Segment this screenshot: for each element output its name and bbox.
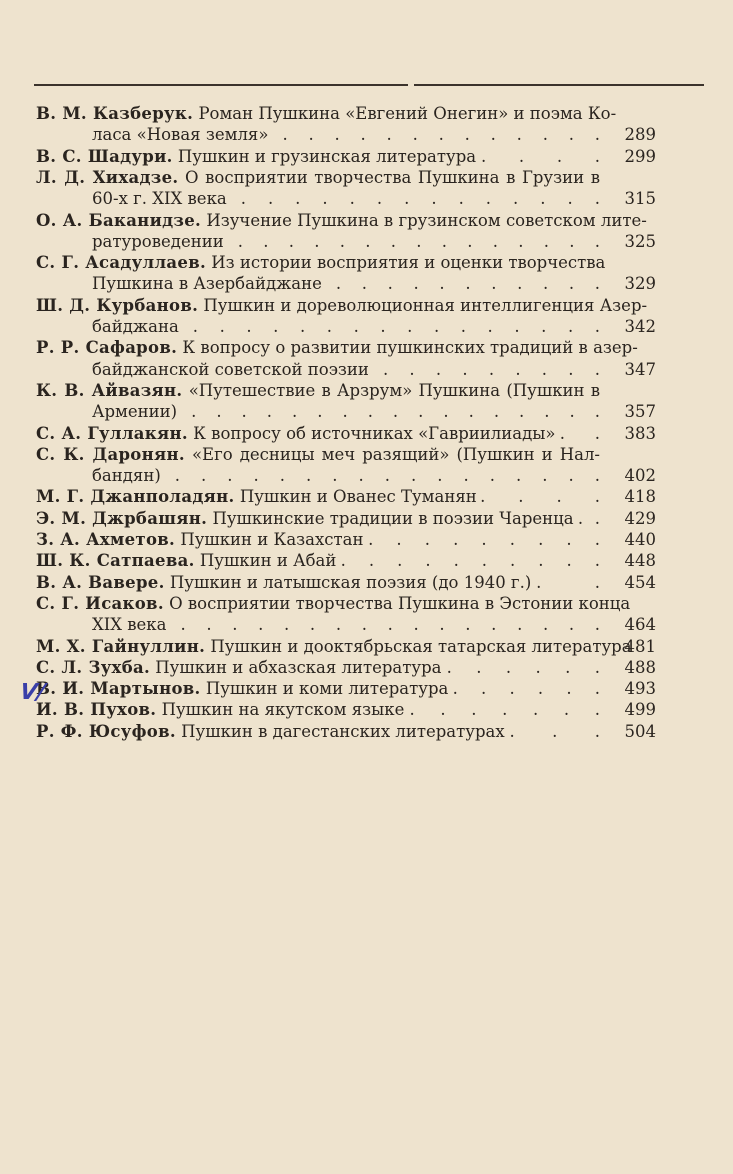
toc-entry-line xyxy=(36,529,364,551)
toc-page-number: 347 xyxy=(624,360,656,379)
dot-leader: . . . . . . . . . . . . . . . . . xyxy=(191,402,600,421)
toc-title: «Путешествие в Арзрум» Пушкина (Пушкин в xyxy=(188,381,601,400)
toc-page-number: 402 xyxy=(624,466,656,485)
toc-entry-line xyxy=(36,146,476,168)
toc-entry-line xyxy=(36,678,448,700)
toc-author: С. А. Гуллакян. xyxy=(36,424,188,443)
top-rule-left xyxy=(34,84,408,86)
toc-author: В. И. Мартынов. xyxy=(36,679,201,698)
dot-leader: . . . . . . . . . xyxy=(368,530,600,549)
toc-title: XIX века xyxy=(92,615,167,634)
toc-entry-line xyxy=(36,486,477,508)
toc-entry-line xyxy=(36,444,600,466)
toc-page-number: 488 xyxy=(624,658,656,677)
toc-title: Пушкин и Казахстан xyxy=(180,530,364,549)
toc-title: К вопросу об источниках «Гавриилиады» xyxy=(193,424,556,443)
toc-title: Пушкин и абхазская литература xyxy=(155,658,442,677)
toc-page-number: 429 xyxy=(624,509,656,528)
dot-leader: . . . . . . . . . . . . . . . . xyxy=(192,317,600,336)
toc-title: 60-х г. XIX века xyxy=(92,189,227,208)
toc-author: В. С. Шадури. xyxy=(36,147,173,166)
dot-leader: . . . . . . . . . . . xyxy=(335,274,600,293)
toc-page-number: 329 xyxy=(624,274,656,293)
toc-title: Пушкин и коми литература xyxy=(205,679,449,698)
toc-entry-line xyxy=(36,423,556,445)
toc-entry-line xyxy=(92,188,227,210)
toc-title: Изучение Пушкина в грузинском советском лите- xyxy=(206,211,647,230)
toc-entry-line xyxy=(36,593,631,615)
dot-leader: . . . . . . . . . . . . . . xyxy=(240,189,600,208)
toc-author: С. К. Даронян. xyxy=(36,445,185,464)
top-rule-right xyxy=(414,84,704,86)
dot-leader: . . . . xyxy=(480,147,600,166)
toc-page-number: 357 xyxy=(624,402,656,421)
toc-page-number: 325 xyxy=(624,232,656,251)
dot-leader: . . . xyxy=(509,722,600,741)
handwritten-margin-mark: V/ xyxy=(18,680,47,705)
toc-entry-line xyxy=(92,316,179,338)
toc-page-number: 499 xyxy=(624,700,656,719)
toc-entry-line xyxy=(92,231,224,253)
toc-author: И. В. Пухов. xyxy=(36,700,157,719)
toc-entry-line xyxy=(36,103,617,125)
toc-entry-line xyxy=(36,721,505,743)
toc-entry-line xyxy=(36,210,647,232)
toc-entry-line xyxy=(92,614,166,636)
toc-title: байджана xyxy=(92,317,179,336)
toc-entry-line xyxy=(36,550,336,572)
dot-leader: . . . . xyxy=(480,487,600,506)
toc-entry-line xyxy=(92,359,369,381)
toc-page-number: 315 xyxy=(624,189,656,208)
toc-title: «Его десницы меч разящий» (Пушкин и Нал- xyxy=(191,445,601,464)
toc-title: О восприятии творчества Пушкина в Грузии в xyxy=(185,168,601,187)
toc-title: Пушкин на якутском языке xyxy=(161,700,405,719)
toc-title: байджанской советской поэзии xyxy=(92,360,369,379)
toc-author: Л. Д. Хихадзе. xyxy=(36,168,179,187)
dot-leader: . . . . . . . . . . . . . . . . . xyxy=(180,615,600,634)
toc-page-number: 493 xyxy=(624,679,656,698)
toc-page-number: 299 xyxy=(624,147,656,166)
toc-entry-line xyxy=(36,252,606,274)
toc-title: Из истории восприятия и оценки творчества xyxy=(211,253,606,272)
toc-page-number: 289 xyxy=(624,125,656,144)
toc-title: Пушкин и грузинская литература xyxy=(177,147,477,166)
toc-page-number: 383 xyxy=(624,424,656,443)
toc-entry-line xyxy=(36,636,632,658)
toc-title: Пушкинские традиции в поэзии Чаренца xyxy=(212,509,574,528)
toc-author: М. Х. Гайнуллин. xyxy=(36,637,206,656)
toc-entry-line xyxy=(36,167,600,189)
toc-page-number: 454 xyxy=(624,573,656,592)
dot-leader: . . xyxy=(577,509,600,528)
toc-page-number: 464 xyxy=(624,615,656,634)
toc-author: Ш. Д. Курбанов. xyxy=(36,296,199,315)
toc-title: О восприятии творчества Пушкина в Эстонии конца xyxy=(169,594,631,613)
toc-entry-line xyxy=(36,337,638,359)
toc-title: Роман Пушкина «Евгений Онегин» и поэма Ко- xyxy=(198,104,617,123)
toc-author: З. А. Ахметов. xyxy=(36,530,176,549)
dot-leader: . . xyxy=(536,573,600,592)
dot-leader: . . xyxy=(559,424,600,443)
toc-page-number: 504 xyxy=(624,722,656,741)
dot-leader: . . . . . . . . . xyxy=(382,360,600,379)
toc-entry-line xyxy=(36,295,648,317)
toc-author: Р. Ф. Юсуфов. xyxy=(36,722,176,741)
toc-page-number: 418 xyxy=(624,487,656,506)
dot-leader: . . . . . . . xyxy=(409,700,600,719)
toc-entry-line xyxy=(36,699,404,721)
toc-page-number: 481 xyxy=(624,637,656,656)
toc-page-number: 440 xyxy=(624,530,656,549)
toc-author: Э. М. Джрбашян. xyxy=(36,509,208,528)
toc-author: Ш. К. Сатпаева. xyxy=(36,551,195,570)
toc-title: К вопросу о развитии пушкинских традиций в азер- xyxy=(182,338,638,357)
toc-entry-line xyxy=(92,273,322,295)
toc-entry-line xyxy=(36,380,600,402)
toc-author: В. М. Казберук. xyxy=(36,104,194,123)
toc-entry-line xyxy=(36,508,574,530)
dot-leader: . . . . . . . . . . . . . . . . . xyxy=(174,466,600,485)
toc-author: Р. Р. Сафаров. xyxy=(36,338,178,357)
toc-author: О. А. Баканидзе. xyxy=(36,211,202,230)
dot-leader: . . . . . . . . . . xyxy=(340,551,600,570)
toc-title: Пушкин и дооктябрьская татарская литература xyxy=(210,637,632,656)
toc-title: Пушкин и дореволюционная интеллигенция Азер- xyxy=(203,296,648,315)
toc-entry-line xyxy=(92,465,161,487)
toc-title: Пушкин в дагестанских литературах xyxy=(181,722,505,741)
toc-title: Пушкин и Ованес Туманян xyxy=(239,487,477,506)
dot-leader: . . . . . . . . . . . . . . . xyxy=(237,232,600,251)
toc-author: М. Г. Джанполадян. xyxy=(36,487,235,506)
toc-author: С. Л. Зухба. xyxy=(36,658,151,677)
toc-title: Армении) xyxy=(92,402,178,421)
toc-title: Пушкин и латышская поэзия (до 1940 г.) xyxy=(169,573,532,592)
toc-author: К. В. Айвазян. xyxy=(36,381,183,400)
dot-leader: . . . . . . xyxy=(452,679,600,698)
toc-author: С. Г. Асадуллаев. xyxy=(36,253,207,272)
dot-leader: . . . . . . xyxy=(446,658,600,677)
toc-entry-line xyxy=(36,657,442,679)
toc-author: В. А. Вавере. xyxy=(36,573,165,592)
toc-author: С. Г. Исаков. xyxy=(36,594,164,613)
toc-page-number: 342 xyxy=(624,317,656,336)
toc-title: бандян) xyxy=(92,466,161,485)
dot-leader: . . . . . . . . . . . . . xyxy=(282,125,600,144)
toc-title: Пушкин и Абай xyxy=(199,551,337,570)
toc-page-number: 448 xyxy=(624,551,656,570)
toc-entry-line xyxy=(36,572,531,594)
toc-title: Пушкина в Азербайджане xyxy=(92,274,322,293)
toc-title: ратуроведении xyxy=(92,232,224,251)
toc-title: ласа «Новая земля» xyxy=(92,125,269,144)
toc-entry-line xyxy=(92,124,268,146)
toc-entry-line xyxy=(92,401,177,423)
